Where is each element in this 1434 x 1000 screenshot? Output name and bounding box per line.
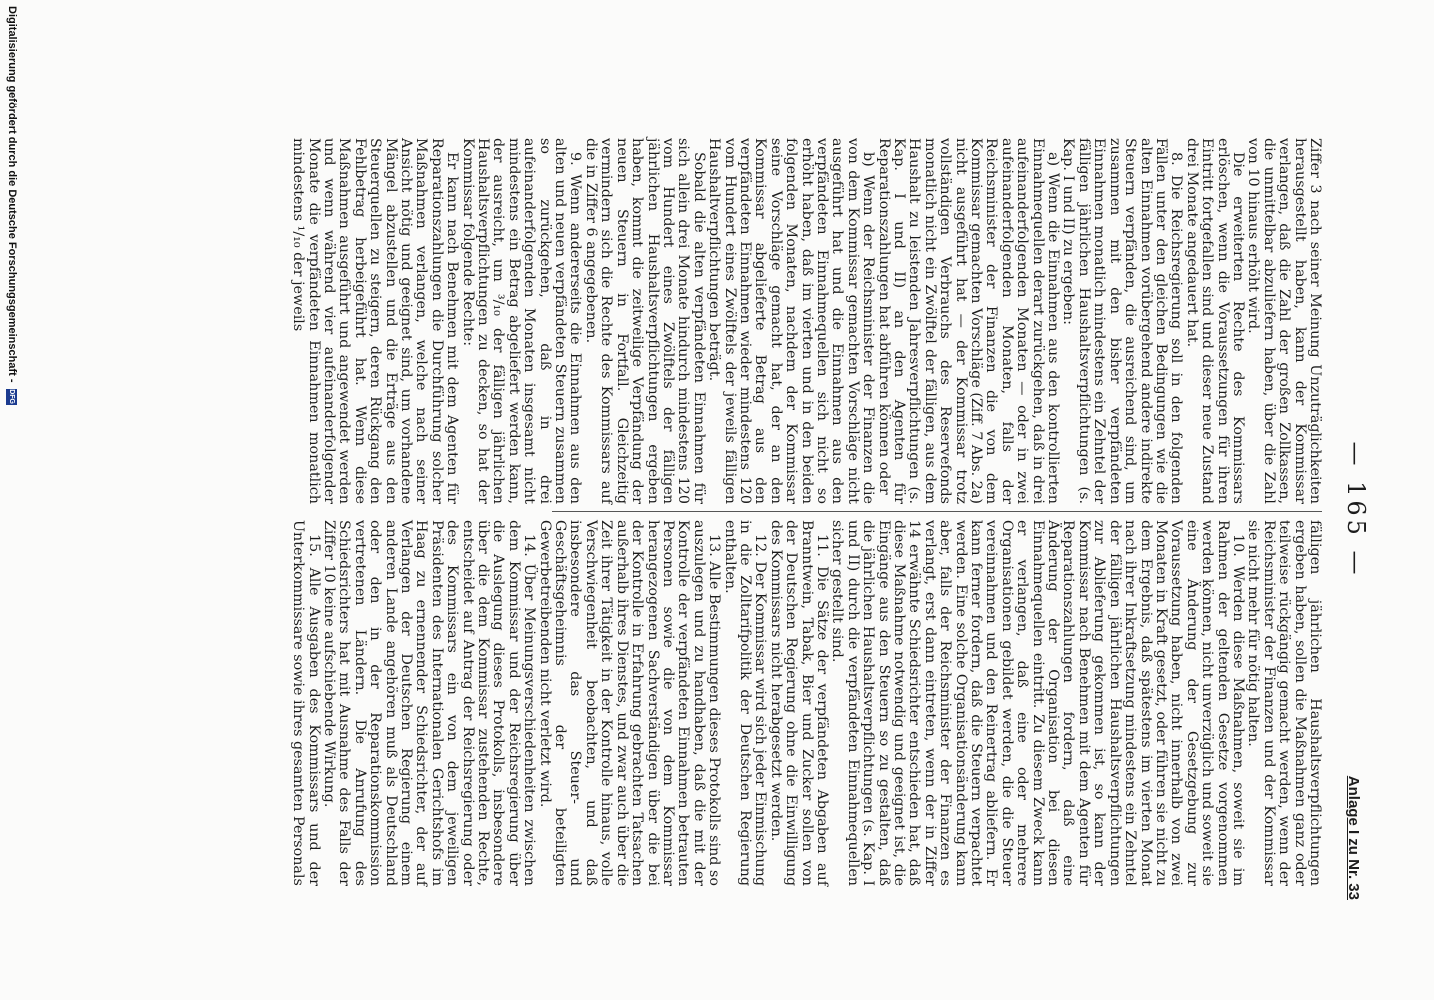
paragraph: a) Wenn die Einnahmen aus den kontrollierten Einnahmequellen derart zurückgehen, daß in drei aufeinanderfolgenden Monaten — oder in zwei aufeinanderfolgenden Monaten, falls der Reichsminister der Finanzen die von dem Kommissar gemachten Vorschläge (Ziff. 7 Abs. 2a) nicht ausgeführt hat — der Kommissar trotz vollständigen Verbrauchs des Reservefonds monatlich nicht ein Zwölftel der fälligen, aus dem Haushalt zu leistenden Jahresverpflichtungen (s. Kap. I und II) an den Agenten für Reparationszahlungen hat abführen können oder [875,138,1062,504]
paragraph: 13. Alle Bestimmungen dieses Protokolls sind so auszulegen und zu handhaben, daß die mit der Kontrolle der verpfändeten Einnahmen betrauten Personen sowie die von dem Kommissar herangezogenen Sachverständigen über die bei der Kontrolle in Erfahrung gebrachten Tatsachen außerhalb ihres Dienstes, und zwar auch über die Zeit ihrer Tätigkeit in der Kontrolle hinaus, volle Verschwiegenheit beobachten, und daß insbesondere das Steuer- und Geschäftsgeheimnis der beteiligten Gewerbetreibenden nicht verletzt wird. [536,520,723,886]
footer-text: Digitalisierung gefördert durch die Deutsche Forschungsgemeinschaft - [6,6,18,383]
paragraph: Ziffer 3 nach seiner Meinung Unzuträglichkeiten herausgestellt haben, kann der Kommissar verlangen, daß die Zahl der großen Zollkassen, die unmittelbar abzuliefern haben, über die Zahl von 10 hinaus erhöht wird. [1245,138,1323,504]
annex-label: Anlage I zu Nr. 33 [1345,775,1362,900]
paragraph: 9. Wenn andererseits die Einnahmen aus den alten und neuen verpfändeten Steuern zusammen so zurückgehen, daß in drei aufeinanderfolgenden Monaten insgesamt nicht mindestens ein Betrag abgeliefert werden kann, der ausreicht, um ³/₁₀ der fälligen jährlichen Haushaltsverpflichtungen zu decken, so hat der Kommissar folgende Rechte: [459,138,584,504]
paragraph: Er kann nach Benehmen mit dem Agenten für Reparationszahlungen die Durchführung solcher Maßnahmen verlangen, welche nach seiner Ansicht nötig und geeignet sind, um vorhandene Mängel abzustellen und die Erträge aus den Steuerquellen zu steigern, deren Rückgang den Fehlbetrag herbeigeführt hat. Wenn diese Maßnahmen ausgeführt und angewendet werden und wenn während vier aufeinanderfolgender Monate die verpfändeten Einnahmen monatlich mindestens ¹/₁₀ der jeweils [290,138,461,504]
paragraph: 15. Alle Ausgaben des Kommissars und der Unterkommissare sowie ihres gesamten Personals [290,520,322,886]
paragraph: 10. Werden diese Maßnahmen, soweit sie im Rahmen der geltenden Gesetze vorgenommen werden können, nicht unverzüglich und soweit sie eine Änderung der Gesetzgebung zur Voraussetzung haben, nicht innerhalb von zwei Monaten in Kraft gesetzt, oder führen sie nicht zu dem Ergebnis, daß spätestens im vierten Monat nach ihrer Inkraftsetzung mindestens ein Zehntel der fälligen jährlichen Haushaltsverpflichtungen zur Ablieferung gekommen ist, so kann der Kommissar nach Benehmen mit dem Agenten für Reparationszahlungen fordern, daß eine Änderung der Organisation bei diesen Einnahmequellen eintritt. Zu diesem Zweck kann er verlangen, daß eine oder mehrere Organisationen gebildet werden, die die Steuer vereinnahmen und den Reinertrag abliefern. Er kann ferner fordern, daß die Steuern verpachtet werden. Eine solche Organisationsänderung kann aber, falls der Reichsminister der Finanzen es verlangt, erst dann eintreten, wenn der in Ziffer 14 erwähnte Schiedsrichter entschieden hat, daß diese Maßnahme notwendig und geeignet ist, die Eingänge aus den Steuern so zu gestalten, daß die jährlichen Haushaltsverpflichtungen (s. Kap. I und II) durch die verpfändeten Einnahmequellen sicher gestellt sind. [829,520,1246,886]
page-number: — 165 — [1342,441,1370,579]
paragraph: fälligen jährlichen Haushaltsverpflichtungen ergeben haben, sollen die Maßnahmen ganz oder teilweise rückgängig gemacht werden, wenn der Reichsminister der Finanzen und der Kommissar sie nicht mehr für nötig halten. [1245,520,1323,886]
paragraph: Sobald die alten verpfändeten Einnahmen für sich allein drei Monate hindurch mindestens 120 vom Hundert eines Zwölftels der fälligen jährlichen Haushaltsverpflichtungen ergeben haben, kommt die zeitweilige Verpfändung der neuen Steuern in Fortfall. Gleichzeitig vermindern sich die Rechte des Kommissars auf die in Ziffer 6 angegebenen. [582,138,707,504]
paragraph: 14. Über Meinungsverschiedenheiten zwischen dem Kommissar und der Reichsregierung über die Auslegung dieses Protokolls, insbesondere über die dem Kommissar zustehenden Rechte, entscheidet auf Antrag der Reichsregierung oder des Kommissars ein von dem jeweiligen Präsidenten des Internationalen Gerichtshofs im Haag zu ernennender Schiedsrichter, der auf Verlangen der Deutschen Regierung einem anderen Lande angehören muß als Deutschland oder den in der Reparationskommission vertretenen Ländern. Die Anrufung des Schiedsrichters hat mit Ausnahme des Falls der Ziffer 10 keine aufschiebende Wirkung. [321,520,538,886]
paragraph: 8. Die Reichsregierung soll in den folgenden Fällen unter den gleichen Bedingungen wie die alten Einnahmen vorübergehend andere indirekte Steuern verpfänden, die ausreichend sind, um zusammen mit den bisher verpfändeten Einnahmen monatlich mindestens ein Zehntel der fälligen jährlichen Haushaltsverpflichtungen (s. Kap. I und II) zu ergeben: [1060,138,1185,504]
paragraph: 11. Die Sätze der verpfändeten Abgaben auf Branntwein, Tabak, Bier und Zucker sollen von der Deutschen Regierung ohne die Einwilligung des Kommissars nicht herabgesetzt werden. [767,520,830,886]
dfg-logo-icon: DFG [8,389,16,404]
paragraph: b) Wenn der Reichsminister der Finanzen die von dem Kommissar gemachten Vorschläge nicht ausgeführt hat und die Einnahmen aus den verpfändeten Einnahmequellen sich nicht so erhöht haben, daß im vierten und in den beiden folgenden Monaten, nachdem der Kommissar seine Vorschläge gemacht hat, der an den Kommissar abgelieferte Betrag aus den verpfändeten Einnahmen wieder mindestens 120 vom Hundert eines Zwölftels der jeweils fälligen Haushaltverpflichtungen beträgt. [706,138,877,504]
paragraph: Die erweiterten Rechte des Kommissars erlöschen, wenn die Voraussetzungen für ihren Eintritt fortgefallen sind und dieser neue Zustand drei Monate angedauert hat. [1183,138,1246,504]
page-header [1336,120,1376,900]
paragraph: 12. Der Kommissar wird sich jeder Einmischung in die Zolltarifpolitik der Deutschen Regierung enthalten. [721,520,769,886]
left-column [290,138,1322,504]
column-divider [552,511,1322,512]
right-column [290,520,1322,886]
digitization-footer [0,6,18,405]
